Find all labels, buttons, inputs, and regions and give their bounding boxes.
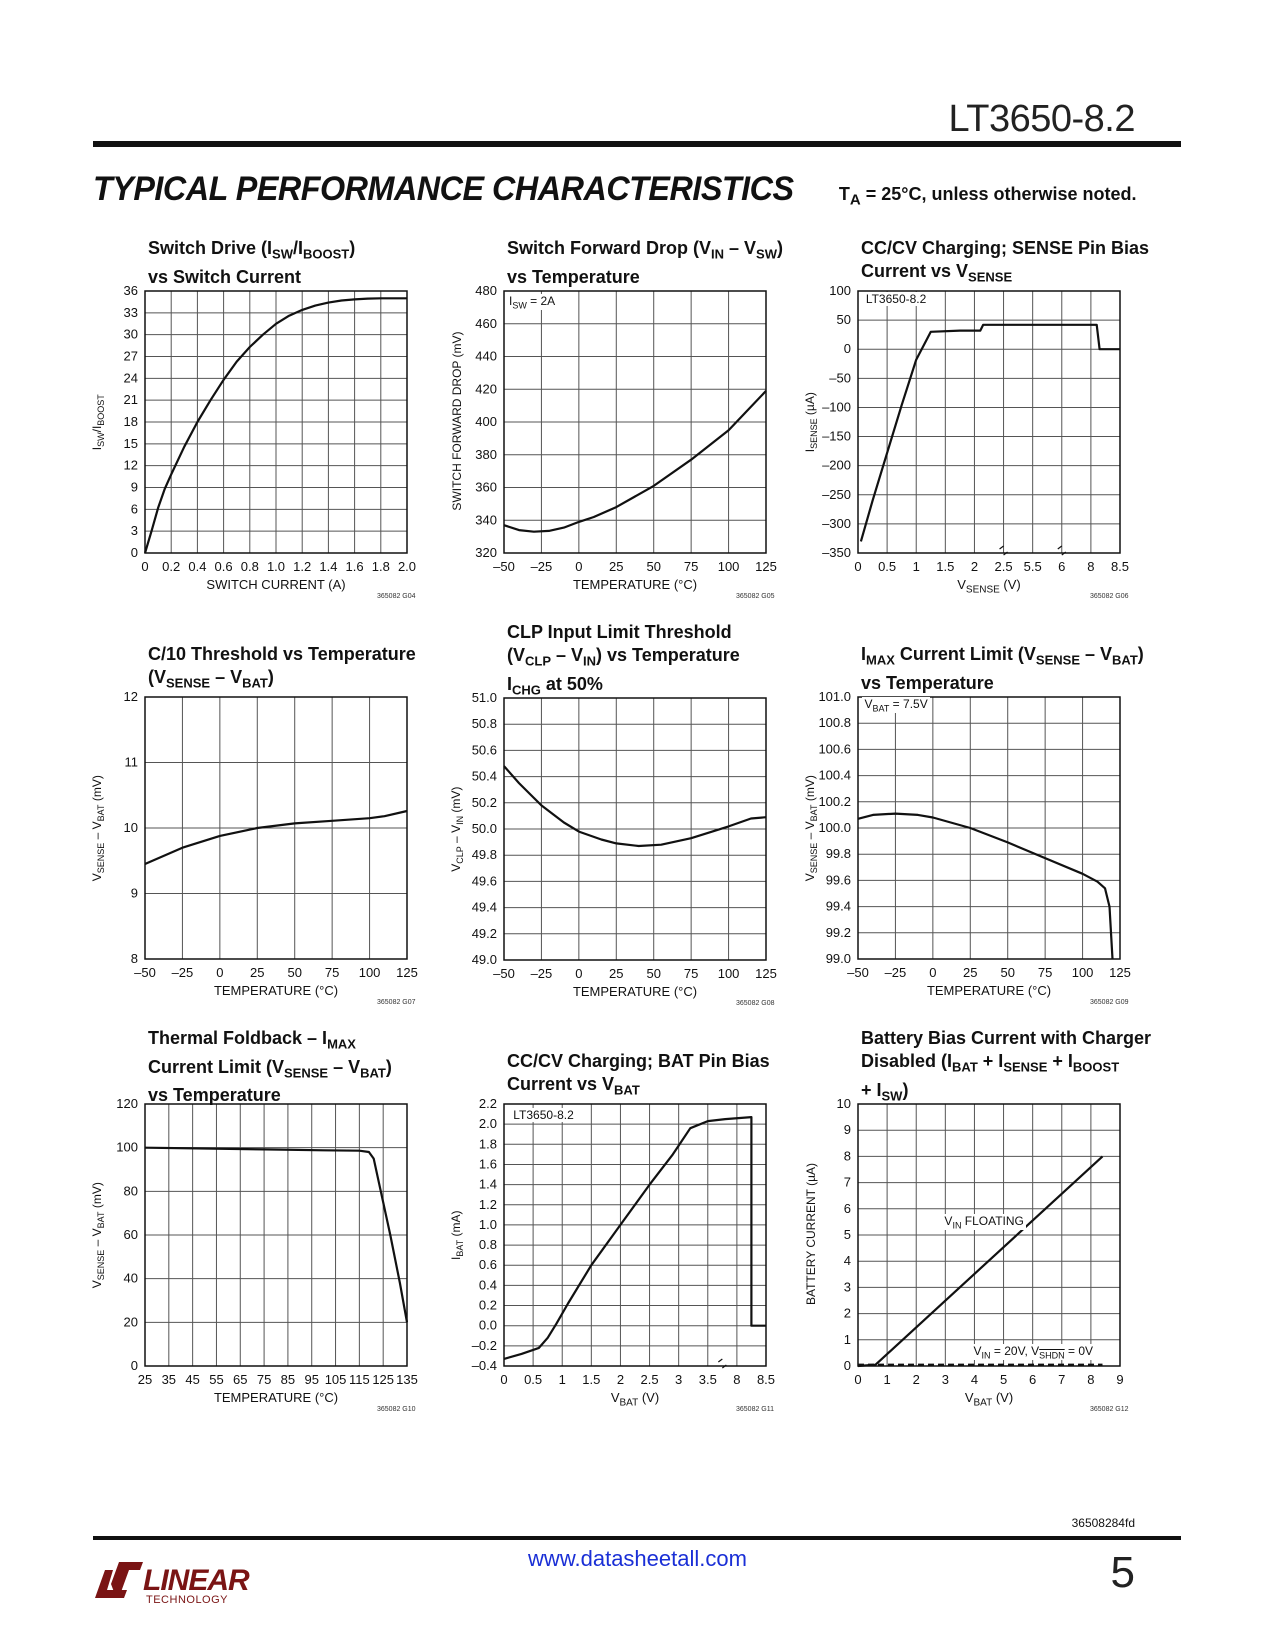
series-line bbox=[504, 766, 766, 846]
y-tick-label: 50.8 bbox=[471, 716, 497, 732]
y-tick-label: 3 bbox=[130, 523, 138, 539]
x-tick-label: 6 bbox=[1029, 1372, 1037, 1387]
series-line bbox=[145, 811, 407, 864]
x-tick-label: 1 bbox=[558, 1372, 566, 1387]
y-tick-label: 1.8 bbox=[478, 1136, 497, 1152]
x-tick-label: 25 bbox=[609, 966, 624, 981]
y-tick-label: –300 bbox=[822, 515, 851, 531]
x-tick-label: 3 bbox=[941, 1372, 949, 1387]
x-tick-label: 25 bbox=[963, 965, 978, 980]
figure-code: 365082 G04 bbox=[377, 593, 416, 600]
y-tick-label: 99.0 bbox=[825, 951, 851, 966]
x-tick-label: 1.8 bbox=[371, 559, 390, 574]
y-axis-label: $V_{SENSE} - V_{BAT}$ (mV) bbox=[802, 775, 820, 882]
y-tick-label: 60 bbox=[123, 1227, 138, 1242]
x-tick-label: 100 bbox=[717, 559, 740, 574]
x-tick-label: 50 bbox=[287, 965, 302, 980]
x-tick-label: 0.4 bbox=[188, 559, 207, 574]
chart-title: CC/CV Charging; SENSE Pin Bias Current vs $V_{SENSE}$ bbox=[861, 238, 1150, 285]
x-tick-label: 2 bbox=[970, 559, 979, 574]
y-tick-label: 99.8 bbox=[825, 846, 851, 862]
figure-code: 365082 G11 bbox=[736, 1406, 775, 1413]
y-tick-label: 49.0 bbox=[471, 952, 497, 967]
y-tick-label: –0.4 bbox=[471, 1358, 497, 1373]
y-tick-label: 440 bbox=[475, 348, 497, 364]
y-axis-label: BATTERY CURRENT (µA) bbox=[804, 1162, 818, 1306]
y-tick-label: 36 bbox=[123, 283, 138, 298]
figure-code: 365082 G06 bbox=[1090, 593, 1129, 600]
section-conditions: $T_A = 25^\circ C$, unless otherwise noted. bbox=[838, 184, 1137, 209]
x-tick-label: 55 bbox=[209, 1372, 224, 1387]
x-tick-label: 2.5 bbox=[640, 1372, 659, 1387]
y-tick-label: 99.6 bbox=[825, 872, 851, 888]
x-tick-label: –50 bbox=[493, 966, 515, 981]
x-tick-label: 35 bbox=[161, 1372, 177, 1387]
y-tick-label: 0 bbox=[843, 341, 851, 357]
x-tick-label: –50 bbox=[847, 965, 869, 980]
y-tick-label: 9 bbox=[843, 1122, 851, 1138]
x-tick-label: –25 bbox=[884, 965, 907, 980]
chart-svg bbox=[93, 1025, 438, 1415]
chart-title: $I_{MAX}$ Current Limit $(V_{SENSE} - V_{BAT})$ vs Temperature bbox=[861, 644, 1144, 693]
x-tick-label: 75 bbox=[256, 1372, 272, 1387]
x-tick-label: 8 bbox=[1087, 1372, 1095, 1387]
chart-title: CLP Input Limit Threshold $(V_{CLP} - V_{IN})$ vs Temperature $I_{CHG}$ at 50% bbox=[507, 622, 740, 698]
y-tick-label: 0.2 bbox=[478, 1297, 497, 1313]
x-tick-label: 95 bbox=[304, 1372, 319, 1387]
x-tick-label: 2.5 bbox=[994, 559, 1013, 574]
x-tick-label: 50 bbox=[1000, 965, 1015, 980]
x-tick-label: 0 bbox=[216, 965, 224, 980]
y-tick-label: 5 bbox=[843, 1227, 851, 1242]
y-tick-label: –200 bbox=[822, 457, 851, 473]
y-tick-label: 6 bbox=[843, 1200, 851, 1216]
x-tick-label: –50 bbox=[134, 965, 156, 980]
y-tick-label: 100.6 bbox=[818, 741, 851, 757]
y-tick-label: 49.8 bbox=[471, 847, 497, 863]
x-axis-label: TEMPERATURE (°C) bbox=[213, 1390, 339, 1405]
y-tick-label: 9 bbox=[130, 885, 138, 901]
x-tick-label: 65 bbox=[233, 1372, 248, 1387]
y-tick-label: 7 bbox=[843, 1174, 851, 1190]
y-tick-label: 480 bbox=[475, 283, 497, 298]
x-tick-label: 0.6 bbox=[214, 559, 233, 574]
x-tick-label: 1.5 bbox=[936, 559, 955, 574]
y-tick-label: 24 bbox=[123, 370, 138, 386]
y-axis-label: $I_{SENSE}$ (µA) bbox=[802, 392, 820, 453]
y-axis-label: $V_{SENSE} - V_{BAT}$ (mV) bbox=[89, 1182, 107, 1289]
x-tick-label: 2 bbox=[912, 1372, 920, 1387]
y-tick-label: 50.0 bbox=[471, 821, 497, 836]
x-tick-label: 1 bbox=[912, 559, 920, 574]
y-tick-label: 80 bbox=[123, 1183, 138, 1199]
x-tick-label: 0 bbox=[575, 559, 583, 574]
y-tick-label: 30 bbox=[123, 326, 138, 342]
x-tick-label: 8.5 bbox=[1110, 559, 1130, 574]
chart-svg bbox=[806, 620, 1151, 1010]
y-tick-label: 0.8 bbox=[478, 1237, 497, 1253]
y-tick-label: 20 bbox=[123, 1314, 138, 1330]
x-tick-label: 3 bbox=[675, 1372, 683, 1387]
x-axis-label: $V_{BAT}$ (V) bbox=[964, 1390, 1014, 1409]
part-number: LT3650-8.2 bbox=[948, 98, 1135, 140]
x-tick-label: –25 bbox=[530, 559, 553, 574]
y-tick-label: 0 bbox=[130, 1358, 138, 1373]
x-tick-label: 125 bbox=[755, 966, 777, 981]
x-tick-label: 0 bbox=[854, 559, 862, 574]
chart-annotation: $V_{IN} = 20V$, $V_{SHDN} = 0V$ bbox=[973, 1343, 1094, 1361]
chart-svg bbox=[452, 235, 797, 625]
x-tick-label: 9 bbox=[1116, 1372, 1124, 1387]
chart-panel-1 bbox=[89, 235, 438, 625]
y-tick-label: 0 bbox=[130, 545, 138, 560]
chart-panel-5 bbox=[448, 620, 797, 1010]
x-tick-label: 0.5 bbox=[878, 559, 897, 574]
chart-annotation: LT3650-8.2 bbox=[513, 1108, 574, 1123]
figure-code: 365082 G09 bbox=[1090, 999, 1129, 1006]
y-tick-label: 0.6 bbox=[478, 1257, 497, 1273]
y-tick-label: 1.2 bbox=[478, 1196, 497, 1212]
figure-code: 365082 G07 bbox=[377, 999, 416, 1006]
x-tick-label: 50 bbox=[646, 966, 661, 981]
x-tick-label: 100 bbox=[358, 965, 381, 980]
y-tick-label: 460 bbox=[475, 315, 497, 331]
y-tick-label: 11 bbox=[124, 754, 138, 770]
x-tick-label: 0.2 bbox=[162, 559, 181, 574]
y-tick-label: 100 bbox=[116, 1139, 138, 1155]
y-tick-label: 12 bbox=[123, 457, 138, 473]
logo-subtext: TECHNOLOGY bbox=[146, 1594, 229, 1606]
x-axis-label: TEMPERATURE (°C) bbox=[572, 984, 698, 999]
chart-title: Thermal Foldback – $I_{MAX}$ Current Limit $(V_{SENSE} - V_{BAT})$ vs Temperature bbox=[148, 1028, 392, 1106]
x-tick-label: 1.6 bbox=[345, 559, 364, 574]
footer-rule bbox=[93, 1536, 1181, 1540]
x-tick-label: 100 bbox=[1071, 965, 1094, 980]
chart-panel-7 bbox=[89, 1025, 438, 1415]
y-tick-label: 21 bbox=[123, 392, 138, 408]
y-tick-label: 360 bbox=[475, 479, 497, 495]
y-tick-label: 50.2 bbox=[471, 794, 497, 810]
y-tick-label: 27 bbox=[123, 348, 138, 364]
chart-title: C/10 Threshold vs Temperature $(V_{SENSE} - V_{BAT})$ bbox=[148, 644, 416, 691]
y-tick-label: 400 bbox=[475, 414, 497, 429]
chart-panel-9 bbox=[806, 1025, 1151, 1415]
y-axis-label: $V_{SENSE} - V_{BAT}$ (mV) bbox=[89, 775, 107, 882]
chart-annotation: $I_{SW} = 2A$ bbox=[508, 293, 556, 310]
y-tick-label: 12 bbox=[123, 689, 138, 704]
page-number: 5 bbox=[1110, 1548, 1135, 1597]
y-tick-label: 49.6 bbox=[471, 873, 497, 889]
x-tick-label: 50 bbox=[646, 559, 661, 574]
y-tick-label: 101.0 bbox=[818, 689, 851, 704]
chart-title: CC/CV Charging; BAT Pin Bias Current vs $V_{BAT}$ bbox=[507, 1051, 770, 1098]
y-tick-label: –0.2 bbox=[471, 1337, 497, 1353]
series-line bbox=[504, 1117, 766, 1359]
header-rule bbox=[93, 141, 1181, 147]
y-tick-label: 50.6 bbox=[471, 742, 497, 758]
x-tick-label: 25 bbox=[609, 559, 624, 574]
x-tick-label: 75 bbox=[1037, 965, 1053, 980]
chart-title: Switch Forward Drop $(V_{IN} - V_{SW})$ vs Temperature bbox=[507, 238, 783, 287]
y-tick-label: 33 bbox=[123, 304, 138, 320]
y-tick-label: 1.6 bbox=[478, 1156, 497, 1172]
x-axis-label: TEMPERATURE (°C) bbox=[572, 577, 698, 592]
y-tick-label: 3 bbox=[843, 1279, 851, 1295]
document-code: 36508284fd bbox=[1071, 1516, 1135, 1530]
x-axis-label: $V_{BAT}$ (V) bbox=[610, 1390, 660, 1409]
chart-svg bbox=[452, 620, 797, 1010]
section-title: TYPICAL PERFORMANCE CHARACTERISTICS bbox=[93, 170, 794, 208]
series-line bbox=[861, 325, 1120, 542]
y-tick-label: 8 bbox=[130, 951, 138, 966]
chart-panel-8 bbox=[448, 1025, 797, 1415]
chart-panel-2 bbox=[452, 235, 797, 625]
x-tick-label: 8 bbox=[1087, 559, 1095, 574]
x-tick-label: 125 bbox=[1109, 965, 1131, 980]
x-axis-label: $V_{SENSE}$ (V) bbox=[957, 577, 1021, 596]
y-tick-label: 50 bbox=[836, 312, 851, 328]
y-tick-label: 2.2 bbox=[478, 1096, 497, 1111]
y-tick-label: –350 bbox=[822, 545, 851, 560]
y-tick-label: 49.4 bbox=[471, 899, 497, 915]
x-tick-label: 105 bbox=[324, 1372, 347, 1387]
x-tick-label: 1.0 bbox=[266, 559, 286, 574]
y-tick-label: –50 bbox=[829, 370, 851, 386]
figure-code: 365082 G10 bbox=[377, 1406, 416, 1413]
y-tick-label: 420 bbox=[475, 381, 497, 397]
chart-panel-3 bbox=[802, 235, 1151, 625]
x-tick-label: 0 bbox=[929, 965, 937, 980]
chart-svg bbox=[93, 235, 438, 625]
y-tick-label: 18 bbox=[123, 414, 138, 429]
y-tick-label: 10 bbox=[123, 820, 138, 835]
y-tick-label: 40 bbox=[123, 1270, 138, 1286]
section-heading bbox=[93, 170, 1137, 209]
x-tick-label: 2 bbox=[616, 1372, 625, 1387]
x-tick-label: 135 bbox=[396, 1372, 418, 1387]
x-tick-label: 1.4 bbox=[319, 559, 338, 574]
x-tick-label: 5 bbox=[999, 1372, 1008, 1387]
y-tick-label: –250 bbox=[822, 486, 851, 502]
x-tick-label: 75 bbox=[683, 966, 699, 981]
figure-code: 365082 G12 bbox=[1090, 1406, 1129, 1413]
y-tick-label: 2.0 bbox=[478, 1116, 497, 1132]
y-tick-label: 1.4 bbox=[478, 1176, 497, 1192]
y-axis-label: SWITCH FORWARD DROP (mV) bbox=[450, 331, 464, 511]
x-axis-label: TEMPERATURE (°C) bbox=[213, 983, 339, 998]
y-tick-label: 8 bbox=[843, 1148, 851, 1164]
y-axis-label: $I_{SW}/I_{BOOST}$ bbox=[89, 394, 107, 451]
y-tick-label: 320 bbox=[475, 545, 497, 560]
x-tick-label: 1 bbox=[883, 1372, 891, 1387]
y-tick-label: –150 bbox=[822, 428, 851, 444]
chart-annotation: LT3650-8.2 bbox=[865, 291, 927, 306]
x-tick-label: 75 bbox=[683, 559, 699, 574]
figure-code: 365082 G05 bbox=[736, 593, 775, 600]
y-tick-label: 0.0 bbox=[478, 1317, 497, 1333]
y-tick-label: 51.0 bbox=[471, 690, 497, 705]
series-line bbox=[858, 814, 1113, 959]
y-axis-label: $I_{BAT}$ (mA) bbox=[448, 1210, 466, 1260]
y-tick-label: 49.2 bbox=[471, 925, 497, 941]
x-tick-label: 85 bbox=[280, 1372, 296, 1387]
y-tick-label: 100.2 bbox=[818, 793, 851, 809]
y-tick-label: 380 bbox=[475, 446, 497, 462]
x-tick-label: 0.5 bbox=[524, 1372, 543, 1387]
x-tick-label: 7 bbox=[1058, 1372, 1066, 1387]
chart-title: Switch Drive $(I_{SW}/I_{BOOST})$ vs Switch Current bbox=[148, 238, 356, 287]
x-tick-label: 0.8 bbox=[240, 559, 259, 574]
y-tick-label: 99.2 bbox=[825, 924, 851, 940]
x-axis-label: TEMPERATURE (°C) bbox=[926, 983, 1052, 998]
footer-url[interactable]: www.datasheetall.com bbox=[528, 1546, 747, 1571]
x-tick-label: 75 bbox=[324, 965, 340, 980]
y-tick-label: 0.4 bbox=[478, 1277, 497, 1293]
x-axis-label: SWITCH CURRENT (A) bbox=[206, 577, 346, 592]
x-tick-label: 8.5 bbox=[756, 1372, 776, 1387]
x-tick-label: 25 bbox=[137, 1372, 153, 1387]
chart-svg bbox=[452, 1025, 797, 1415]
y-tick-label: 10 bbox=[836, 1096, 851, 1111]
x-tick-label: 0 bbox=[575, 966, 583, 981]
y-tick-label: 340 bbox=[475, 512, 497, 528]
x-tick-label: 1.5 bbox=[582, 1372, 601, 1387]
figure-code: 365082 G08 bbox=[736, 1000, 775, 1007]
chart-panel-6 bbox=[802, 620, 1151, 1010]
y-tick-label: 99.4 bbox=[825, 898, 851, 914]
y-axis-label: $V_{CLP} - V_{IN}$ (mV) bbox=[448, 786, 466, 872]
x-tick-label: 125 bbox=[755, 559, 777, 574]
x-tick-label: 25 bbox=[250, 965, 265, 980]
x-tick-label: –25 bbox=[530, 966, 553, 981]
y-tick-label: –100 bbox=[822, 399, 851, 415]
x-tick-label: 115 bbox=[348, 1372, 370, 1387]
y-tick-label: 2 bbox=[843, 1305, 851, 1321]
y-tick-label: 50.4 bbox=[471, 768, 497, 784]
x-tick-label: 100 bbox=[717, 966, 740, 981]
chart-svg bbox=[806, 235, 1151, 625]
x-tick-label: 5.5 bbox=[1023, 559, 1042, 574]
y-tick-label: 9 bbox=[130, 479, 138, 495]
y-tick-label: 120 bbox=[116, 1096, 138, 1111]
x-tick-label: 4 bbox=[970, 1372, 979, 1387]
x-tick-label: 45 bbox=[185, 1372, 200, 1387]
x-tick-label: 2.0 bbox=[397, 559, 417, 574]
x-tick-label: 3.5 bbox=[698, 1372, 717, 1387]
x-tick-label: 0 bbox=[141, 559, 149, 574]
y-tick-label: 100 bbox=[829, 283, 851, 298]
x-tick-label: 0 bbox=[500, 1372, 508, 1387]
chart-title: Battery Bias Current with Charger Disabled ($I_{BAT} + I_{SENSE} + I_{BOOST}$ + $I_{SW}$) bbox=[861, 1028, 1152, 1104]
x-tick-label: 6 bbox=[1058, 559, 1066, 574]
y-tick-label: 6 bbox=[130, 501, 138, 517]
x-tick-label: 1.2 bbox=[293, 559, 312, 574]
chart-annotation: $V_{IN}$ FLOATING bbox=[944, 1213, 1024, 1231]
y-tick-label: 1.0 bbox=[478, 1216, 497, 1232]
y-tick-label: 100.0 bbox=[818, 820, 851, 835]
y-tick-label: 0 bbox=[843, 1358, 851, 1373]
y-tick-label: 100.8 bbox=[818, 715, 851, 731]
x-tick-label: –25 bbox=[171, 965, 194, 980]
y-tick-label: 1 bbox=[843, 1331, 851, 1347]
y-tick-label: 100.4 bbox=[818, 767, 851, 783]
x-tick-label: 8 bbox=[733, 1372, 741, 1387]
chart-annotation: $V_{BAT} = 7.5V$ bbox=[864, 696, 928, 714]
chart-panel-4 bbox=[89, 620, 438, 1010]
y-tick-label: 4 bbox=[843, 1253, 851, 1269]
chart-svg bbox=[93, 620, 438, 1010]
plot-frame bbox=[504, 1104, 766, 1366]
logo-wordmark: LINEAR bbox=[143, 1564, 249, 1597]
x-tick-label: 125 bbox=[396, 965, 418, 980]
x-tick-label: –50 bbox=[493, 559, 515, 574]
series-line bbox=[504, 391, 766, 532]
y-tick-label: 15 bbox=[123, 435, 138, 451]
x-tick-label: 125 bbox=[372, 1372, 395, 1387]
x-tick-label: 0 bbox=[854, 1372, 862, 1387]
